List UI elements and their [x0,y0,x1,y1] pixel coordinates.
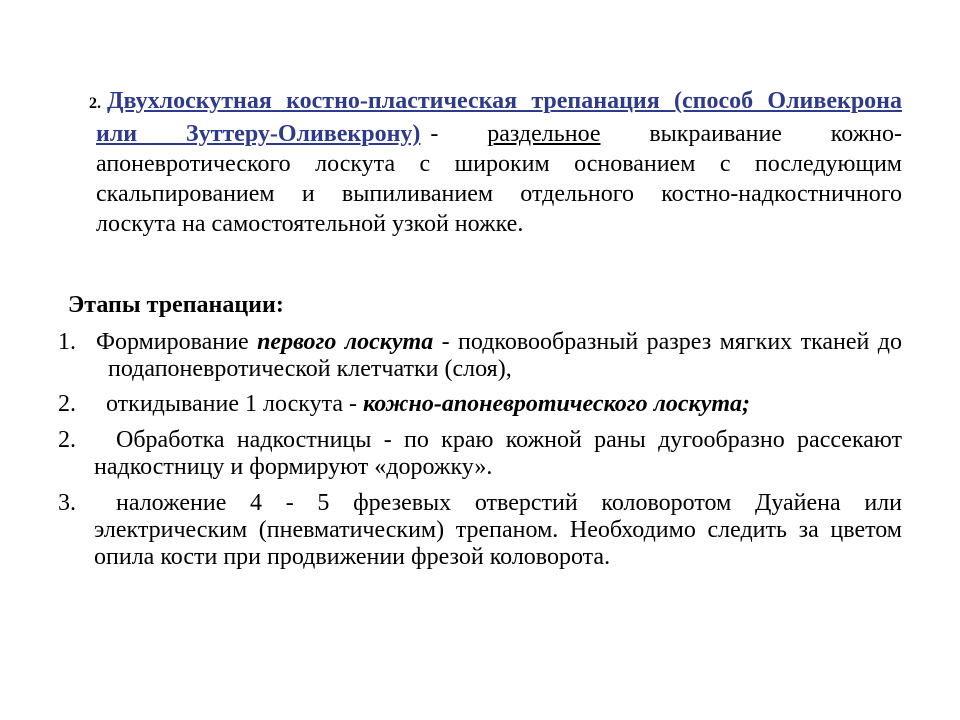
stage-text-before: Обработка надкостницы - по краю кожной раны дугообразно рассекают надкостницу и формируют «дорожку». [94,427,902,480]
stage-marker: 2. [58,391,76,417]
stage-item-1 [58,329,902,383]
stage-item-4 [58,490,902,571]
stage-emphasis: кожно-апоневротического лоскута; [363,391,751,417]
stage-text [96,329,902,383]
intro-number: 2. [89,95,101,112]
stage-item-2 [58,391,902,418]
stage-marker: 1. [58,329,76,355]
intro-highlight: раздельное [487,121,601,147]
stage-text-before: Формирование [96,329,258,355]
stage-emphasis: первого лоскута [257,329,434,355]
intro-body: выкраивание кожно-апоневротического лоскута с широким основанием с последующим скальпированием и выпиливанием отдельного костно-надкостничного лоскута на самостоятельной узкой ножке. [96,121,903,237]
stage-marker: 3. [58,490,76,516]
stage-text [94,427,902,481]
stage-text [106,391,902,418]
stage-marker: 2. [58,427,76,453]
intro-paragraph [89,86,903,239]
stage-text-after: - подковообразный разрез мягких тканей до подапоневротической клетчатки (слоя), [108,329,903,382]
stage-item-3 [58,427,902,481]
stage-text-before: откидывание 1 лоскута - [106,391,363,417]
intro-dash: - [430,121,439,147]
stage-text [94,490,902,571]
method-title-link[interactable]: Двухлоскутная костно-пластическая трепанация (способ Оливекрона или Зуттеру-Оливекрону) [96,88,902,147]
stages-heading: Этапы трепанации: [68,292,284,318]
stage-text-before: наложение 4 - 5 фрезевых отверстий коловоротом Дуайена или электрическим (пневматическим) трепаном. Необходимо следить за цветом опила кости при продвижении фрезой коловорота. [94,490,902,570]
